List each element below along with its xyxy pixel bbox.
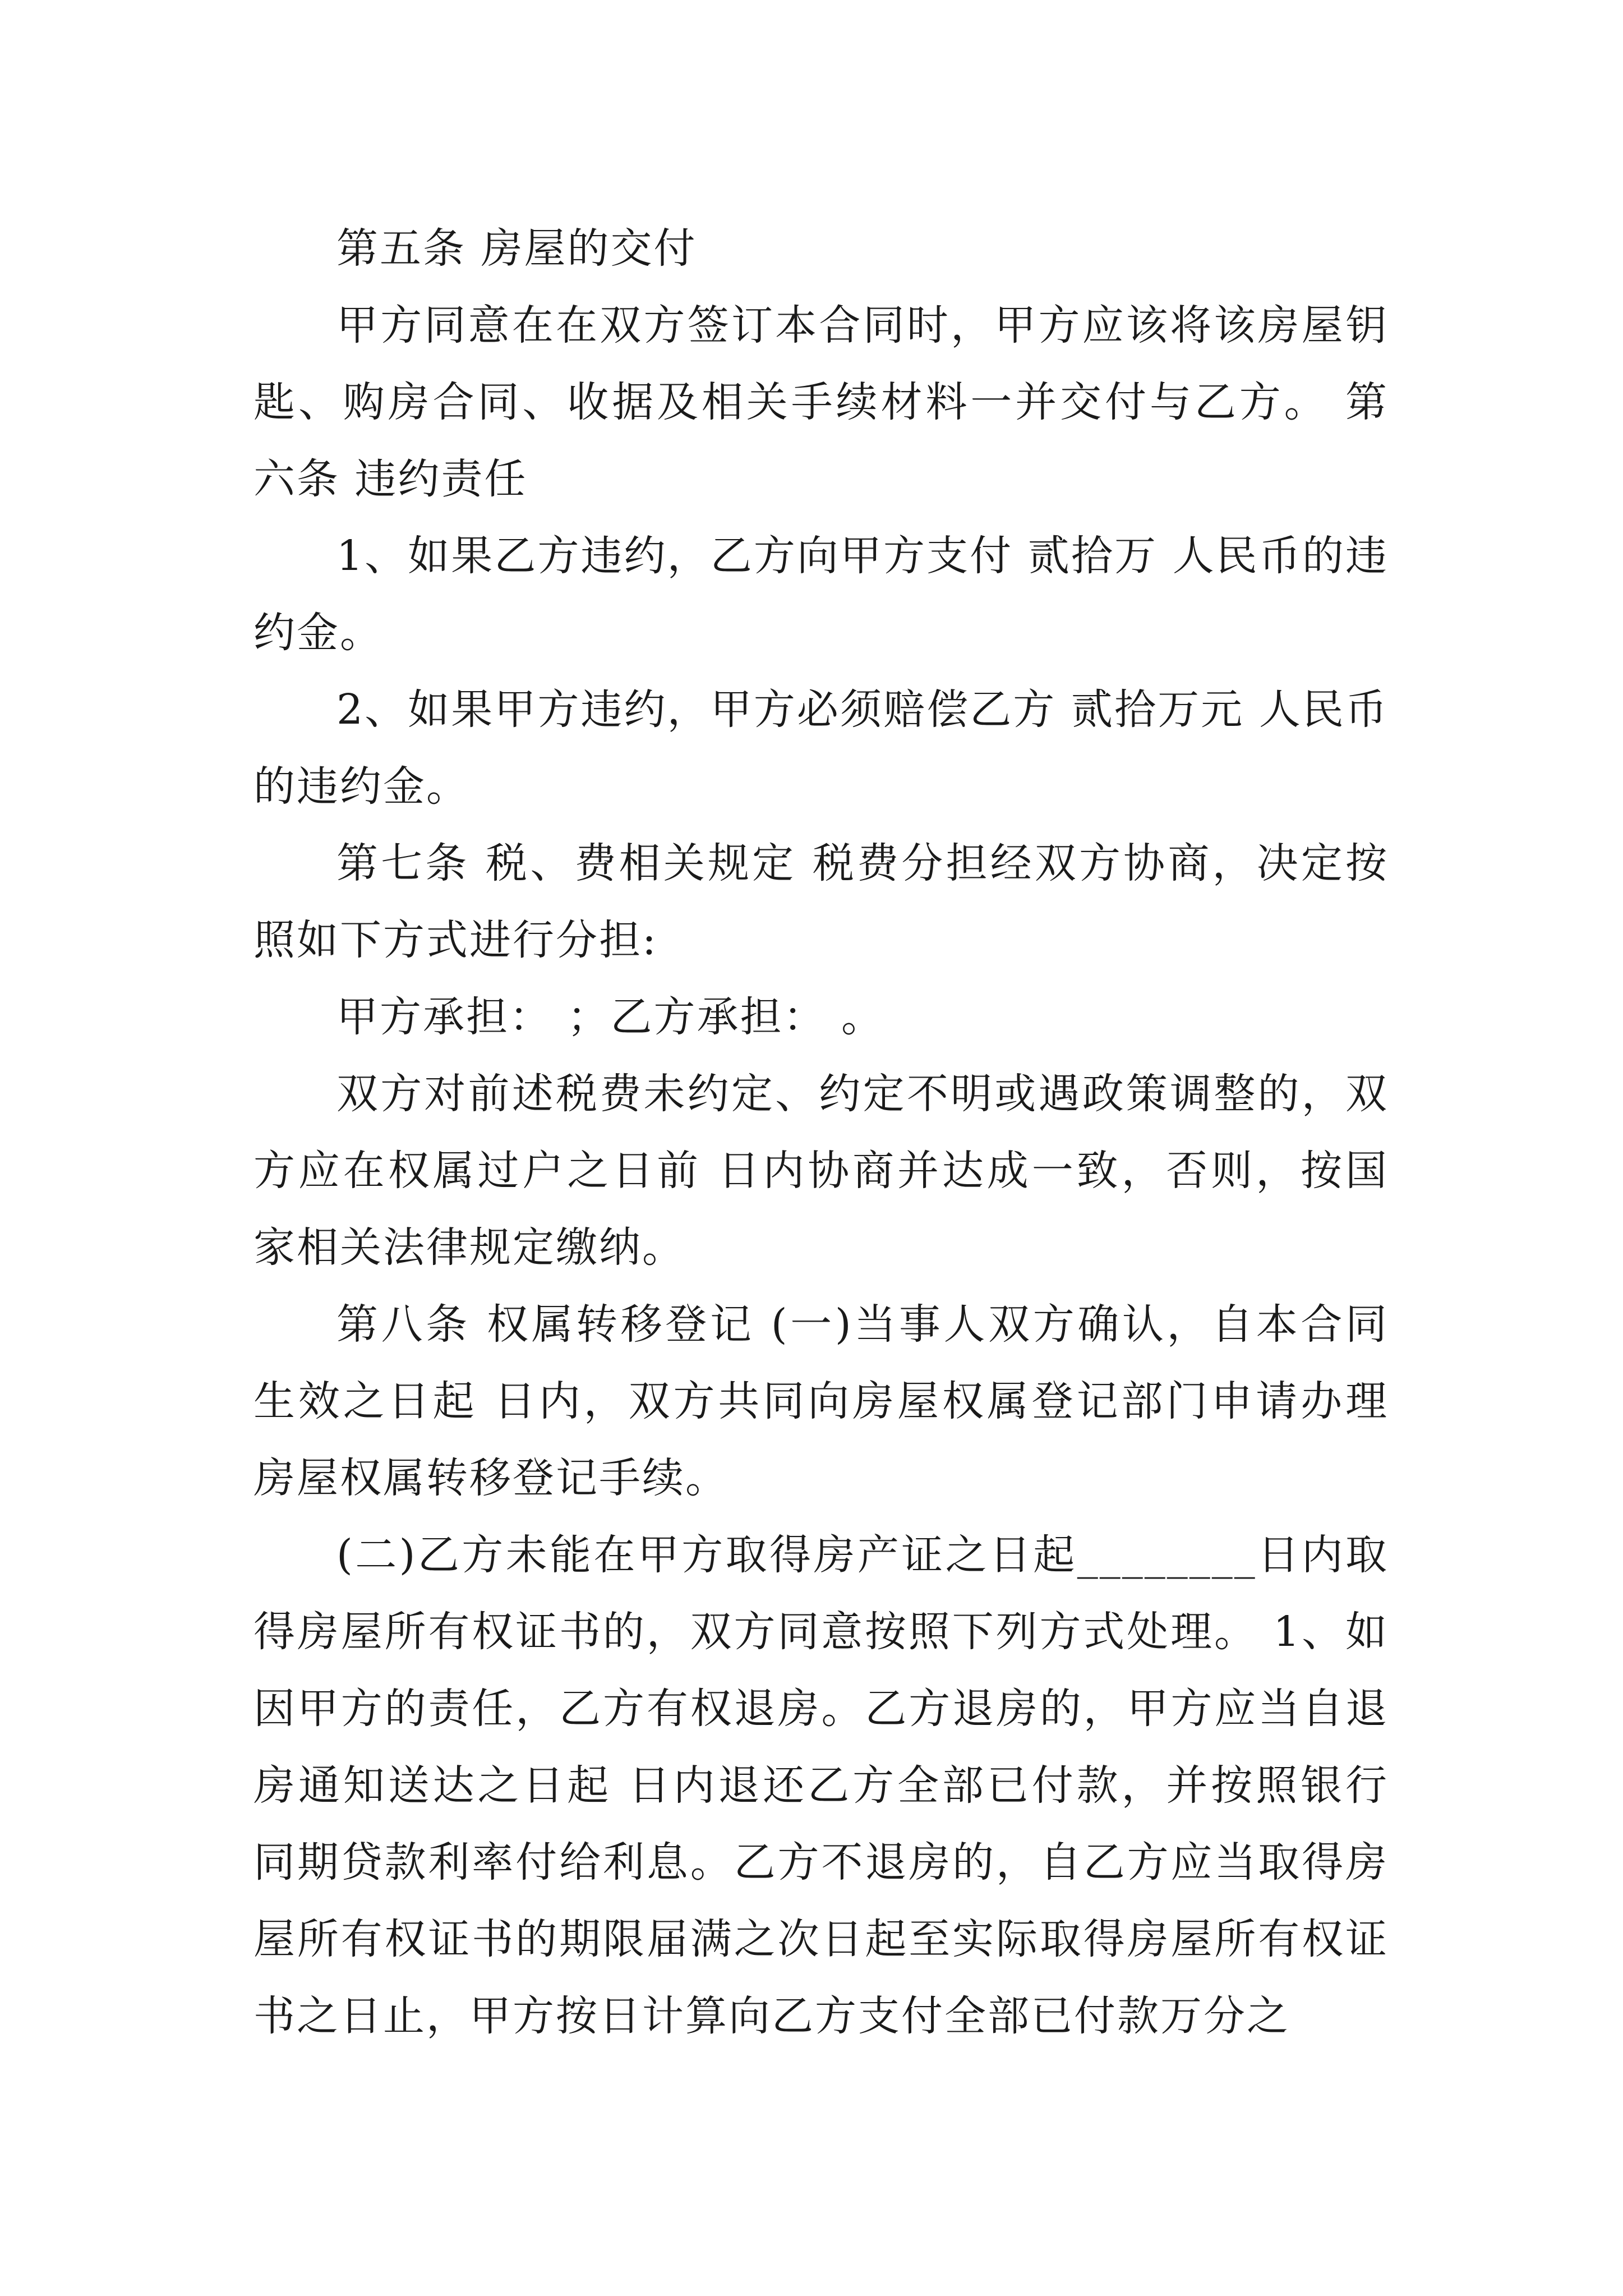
breach-clause-1: 1、如果乙方违约，乙方向甲方支付 贰拾万 人民币的违约金。 — [253, 532, 1389, 657]
breach-clause-2: 2、如果甲方违约，甲方必须赔偿乙方 贰拾万元 人民币的违约金。 — [253, 685, 1389, 811]
article-8-clause-1: 第八条 权属转移登记 (一)当事人双方确认，自本合同生效之日起 日内，双方共同向房屋权属登记部门申请办理房屋权属转移登记手续。 — [253, 1300, 1389, 1502]
article-7-text: 第七条 税、费相关规定 税费分担经双方协商，决定按照如下方式进行分担: — [253, 839, 1389, 964]
article-8-clause-2: (二)乙方未能在甲方取得房产证之日起________日内取得房屋所有权证书的，双方同意按照下列方式处理。 1、如因甲方的责任，乙方有权退房。乙方退房的，甲方应当自退房通知送达之日起 日内退还乙方全部已付款，并按照银行同期贷款利率付给利息。乙方不退房的，自乙方应当取得房屋所有权证书的期限届满之次日起至实际取得房屋所有权证书之日止，甲方按日计算向乙方支付全部已付款万分之 — [253, 1531, 1389, 2040]
article-5-heading: 第五条 房屋的交付 — [336, 224, 697, 273]
tax-adjustment-text: 双方对前述税费未约定、约定不明或遇政策调整的，双方应在权属过户之日前 日内协商并达成一致，否则，按国家相关法律规定缴纳。 — [253, 1070, 1389, 1272]
document-body — [253, 210, 1389, 2055]
article-5-text: 甲方同意在在双方签订本合同时，甲方应该将该房屋钥匙、购房合同、收据及相关手续材料一并交付与乙方。 第六条 违约责任 — [253, 301, 1389, 503]
tax-split-line: 甲方承担： ；乙方承担： 。 — [336, 993, 885, 1041]
